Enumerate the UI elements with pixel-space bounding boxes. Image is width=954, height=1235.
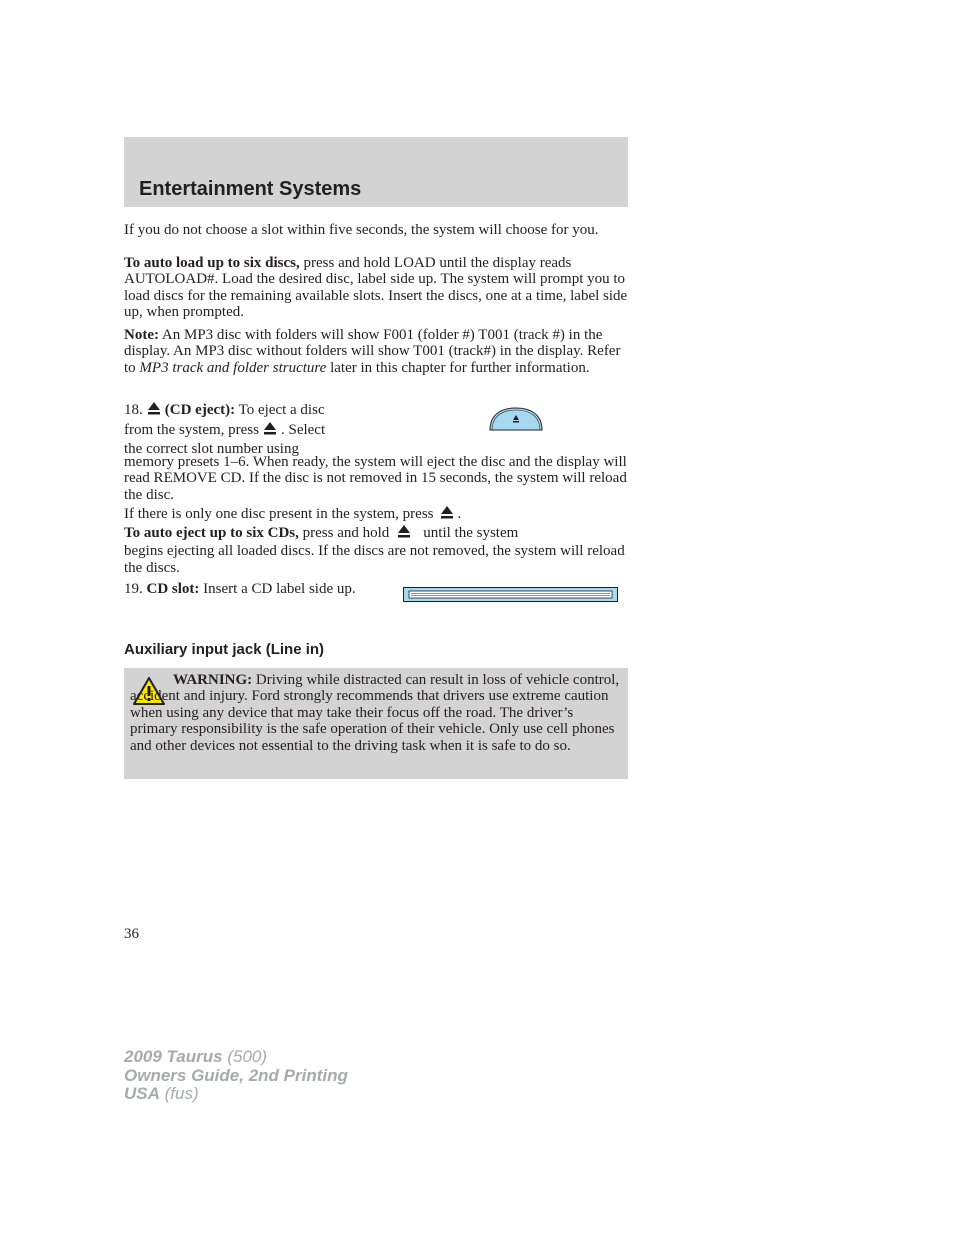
auto-load-lead: To auto load up to six discs,	[124, 255, 300, 271]
item-18-text-c: . Select	[280, 422, 326, 439]
item-19	[124, 581, 374, 597]
auto-load-text: press and hold LOAD until the display reads AUTOLOAD#. Load the desired disc, label side up. The system will prompt you to load discs for the remaining available slots. Insert the discs, one at a time, label side up, when prompted.	[124, 255, 628, 321]
single-disc-text: If there is only one disc present in the system, press	[124, 506, 434, 522]
eject-icon	[263, 421, 277, 435]
eject-icon	[147, 401, 161, 415]
intro-paragraph: If you do not choose a slot within five seconds, the system will choose for you.	[124, 222, 599, 238]
footer	[124, 1048, 348, 1104]
item-18-text-d: the correct slot number using	[124, 440, 299, 457]
warning-box	[124, 668, 628, 779]
item-18-number: 18.	[124, 402, 143, 418]
warning-label: WARNING:	[173, 672, 253, 688]
single-disc-period: .	[457, 506, 462, 522]
item-18-label: (CD eject):	[164, 402, 236, 418]
page-title: Entertainment Systems	[139, 178, 362, 200]
auto-eject-text-b: until the system	[423, 525, 519, 541]
section-heading: Auxiliary input jack (Line in)	[124, 641, 325, 658]
footer-guide: Owners Guide, 2nd Printing	[124, 1065, 348, 1085]
item-19-number: 19.	[124, 581, 143, 597]
eject-icon	[440, 505, 454, 519]
auto-eject-lead: To auto eject up to six CDs,	[124, 525, 299, 541]
single-disc-line	[124, 505, 630, 522]
item-18-details: memory presets 1–6. When ready, the system will eject the disc and the display will read REMOVE CD. If the disc is not removed in 15 seconds, the system will reload the disc.	[124, 454, 627, 503]
item-18-intro	[124, 401, 384, 457]
item-18-text-b: from the system, press	[124, 422, 259, 439]
mp3-note	[124, 327, 630, 376]
warning-text	[130, 672, 624, 754]
eject-icon	[397, 524, 411, 538]
note-text-a: An MP3 disc with folders will show F001 (folder #) T001 (track #) in the display. An MP3 disc without folders will show T001 (track#) in the display. Refer to	[124, 327, 621, 376]
auto-eject-text-rest: begins ejecting all loaded discs. If the discs are not removed, the system will reload the discs.	[124, 543, 625, 576]
item-19-label: CD slot:	[146, 581, 200, 597]
footer-model-code: (500)	[227, 1047, 268, 1066]
eject-button-illustration	[488, 406, 544, 433]
footer-model: 2009 Taurus	[124, 1047, 223, 1066]
note-label: Note:	[124, 327, 159, 343]
note-text-b: later in this chapter for further information.	[326, 359, 590, 376]
footer-market-code: (fus)	[164, 1084, 199, 1103]
note-reference: MP3 track and folder structure	[139, 359, 327, 376]
header-band	[124, 137, 628, 207]
cd-slot-illustration	[403, 587, 619, 603]
item-19-text: Insert a CD label side up.	[199, 581, 356, 597]
auto-eject-text-a: press and hold	[298, 525, 390, 541]
auto-eject-paragraph	[124, 524, 630, 576]
page-number: 36	[124, 926, 139, 942]
warning-body: Driving while distracted can result in loss of vehicle control, accident and injury. Ford strongly recommends that drivers use extreme caution when using any device that may take their focus off the road. The driver’s primary responsibility is the safe operation of their vehicle. Only use cell phones and other devices not essential to the driving task when it is safe to do so.	[130, 672, 620, 754]
auto-load-paragraph	[124, 255, 630, 321]
footer-market: USA	[124, 1084, 160, 1103]
item-18-text-a: To eject a disc	[235, 402, 325, 418]
